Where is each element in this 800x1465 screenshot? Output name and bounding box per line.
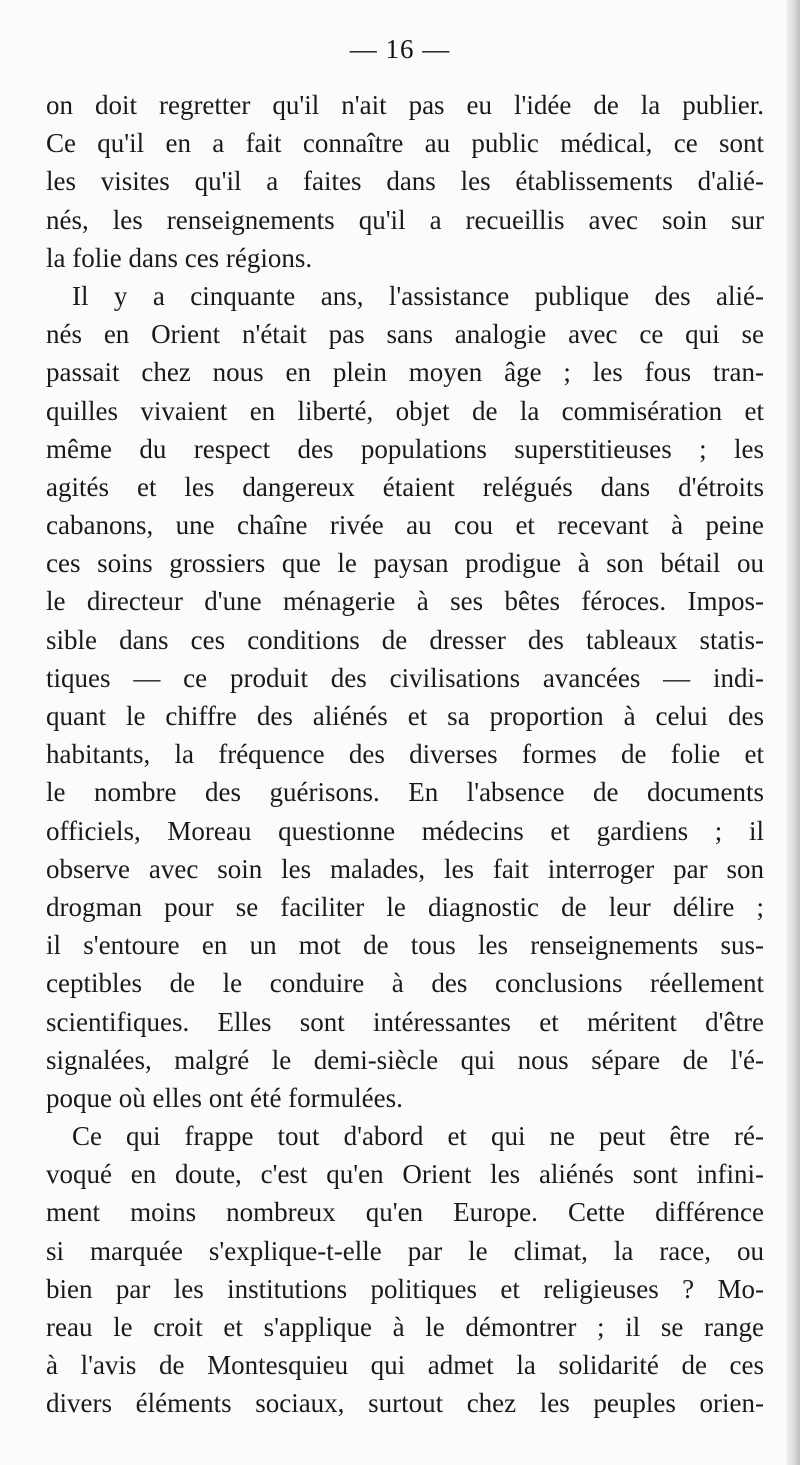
text-line: passait chez nous en plein moyen âge ; les fous tran-: [46, 357, 764, 388]
text-line: ceptibles de le conduire à des conclusions réellement: [46, 968, 764, 999]
text-line: agités et les dangereux étaient relégués dans d'étroits: [46, 471, 764, 502]
text-line: officiels, Moreau questionne médecins et gardiens ; il: [46, 815, 764, 846]
text-line: quilles vivaient en liberté, objet de la commisération et: [46, 395, 764, 426]
text-line: le directeur d'une ménagerie à ses bêtes féroces. Impos-: [46, 586, 764, 617]
paragraph-start-line: Ce qui frappe tout d'abord et qui ne peut être ré-: [72, 1121, 764, 1152]
text-line: reau le croit et s'applique à le démontrer ; il se range: [46, 1312, 764, 1342]
text-line: scientifiques. Elles sont intéressantes et méritent d'être: [46, 1006, 764, 1037]
paragraph-end-line: poque où elles ont été formulées.: [46, 1082, 403, 1113]
text-line: ces soins grossiers que le paysan prodigue à son bétail ou: [46, 548, 764, 579]
text-line: voqué en doute, c'est qu'en Orient les aliénés sont infini-: [46, 1159, 764, 1190]
text-line: observe avec soin les malades, les fait interroger par son: [46, 853, 764, 884]
page-edge-shadow: [786, 0, 800, 1465]
paragraph-end-line: la folie dans ces régions.: [46, 242, 313, 273]
text-line: quant le chiffre des aliénés et sa proportion à celui des: [46, 701, 764, 731]
text-line: habitants, la fréquence des diverses formes de folie et: [46, 739, 764, 770]
text-line: sible dans ces conditions de dresser des tableaux statis-: [46, 624, 764, 655]
text-line: divers éléments sociaux, surtout chez les peuples orien-: [46, 1388, 764, 1419]
text-line: signalées, malgré le demi-siècle qui nous sépare de l'é-: [46, 1044, 764, 1075]
text-line: ment moins nombreux qu'en Europe. Cette différence: [46, 1197, 764, 1228]
text-line: le nombre des guérisons. En l'absence de documents: [46, 777, 764, 808]
text-line: tiques — ce produit des civilisations avancées — indi-: [46, 662, 764, 693]
text-line: à l'avis de Montesquieu qui admet la solidarité de ces: [46, 1350, 764, 1381]
body-text: [46, 86, 764, 1423]
text-line: cabanons, une chaîne rivée au cou et recevant à peine: [46, 510, 764, 541]
text-line: on doit regretter qu'il n'ait pas eu l'idée de la publier.: [46, 90, 764, 120]
text-line: les visites qu'il a faites dans les établissements d'alié-: [46, 166, 764, 197]
text-line: même du respect des populations superstitieuses ; les: [46, 433, 764, 464]
text-line: nés en Orient n'était pas sans analogie avec ce qui se: [46, 319, 764, 350]
text-line: si marquée s'explique-t-elle par le climat, la race, ou: [46, 1235, 764, 1266]
text-line: nés, les renseignements qu'il a recueillis avec soin sur: [46, 204, 764, 235]
paragraph-start-line: Il y a cinquante ans, l'assistance publique des alié-: [72, 280, 764, 311]
page-number: — 16 —: [349, 34, 451, 64]
text-line: drogman pour se faciliter le diagnostic de leur délire ;: [46, 891, 764, 922]
text-line: bien par les institutions politiques et religieuses ? Mo-: [46, 1273, 764, 1304]
text-line: il s'entoure en un mot de tous les renseignements sus-: [46, 930, 764, 961]
text-line: Ce qu'il en a fait connaître au public médical, ce sont: [46, 128, 764, 159]
